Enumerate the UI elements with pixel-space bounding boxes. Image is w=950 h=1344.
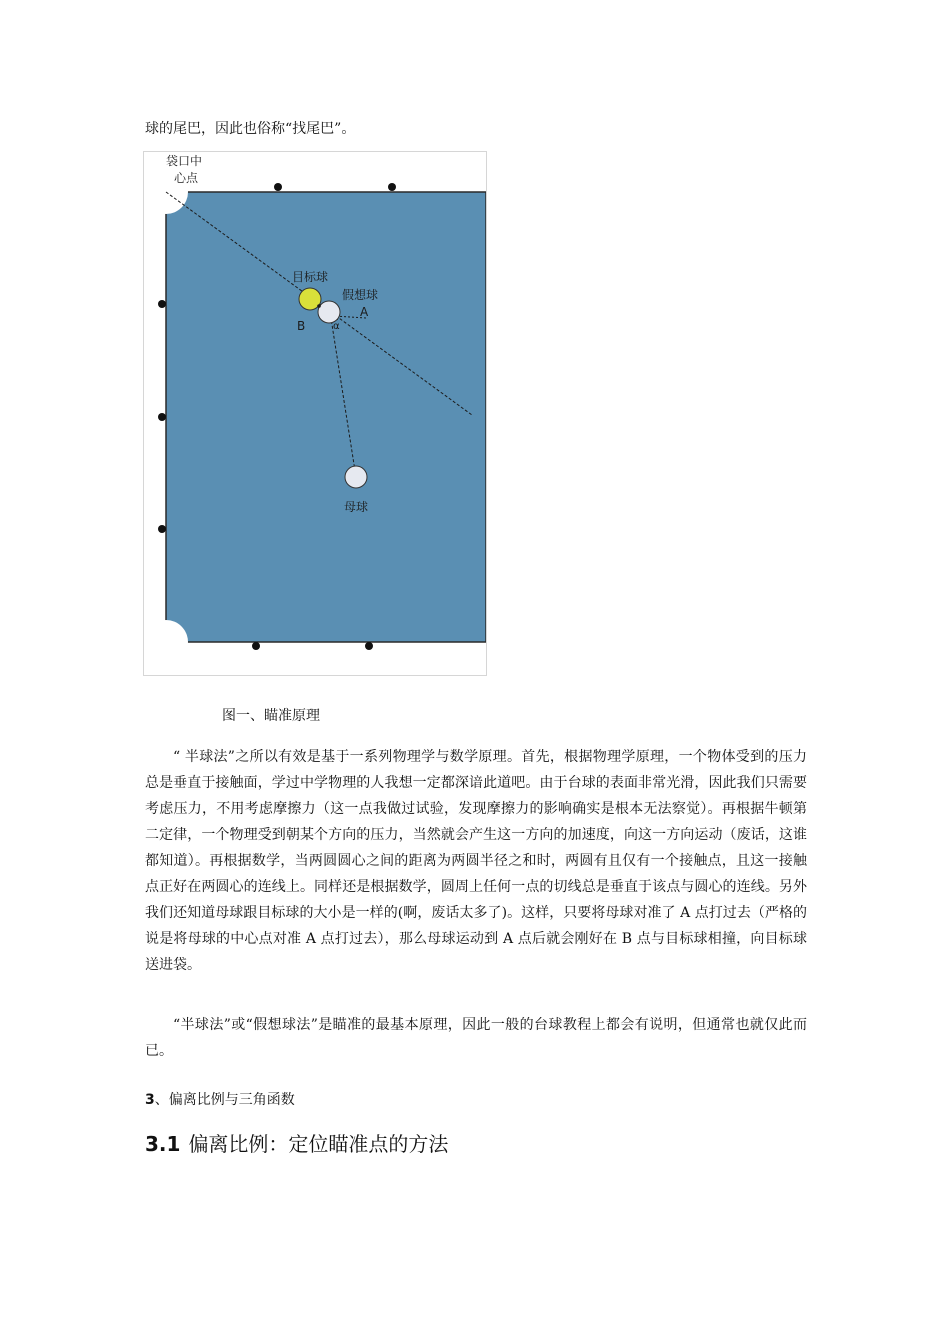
diamond-marker [158, 525, 166, 533]
subsection-number: 3.1 [145, 1132, 181, 1156]
diamond-marker [158, 413, 166, 421]
subsection-heading [145, 1128, 448, 1160]
subsection-title: 偏离比例：定位瞄准点的方法 [188, 1132, 449, 1156]
section-number: 3 [145, 1092, 155, 1108]
aiming-diagram [143, 151, 487, 676]
ghost-ball-label: 假想球 [342, 288, 379, 302]
contact-point-b [317, 304, 321, 308]
aiming-diagram-svg [144, 152, 486, 675]
diamond-marker [274, 183, 282, 191]
target-ball-label: 目标球 [292, 270, 329, 284]
pocket-center-label-line2: 心点 [174, 171, 199, 185]
pool-table [166, 192, 486, 642]
paragraph-2: “半球法”或“假想球法”是瞄准的最基本原理，因此一般的台球教程上都会有说明，但通常也就仅此而已。 [145, 1017, 807, 1059]
cue-ball-label: 母球 [344, 500, 369, 514]
point-b-label: B [297, 319, 306, 333]
point-a-label: A [360, 305, 369, 319]
paragraph-1: “ 半球法”之所以有效是基于一系列物理学与数学原理。首先，根据物理学原理，一个物体受到的压力总是垂直于接触面，学过中学物理的人我想一定都深谙此道吧。由于台球的表面非常光滑，因此我们只需要考虑压力，不用考虑摩擦力（这一点我做过试验，发现摩擦力的影响确实是根本无法察觉）。再根据牛顿第二定律，一个物理受到朝某个方向的压力，当然就会产生这一方向的加速度，向这一方向运动（废话，这谁都知道）。再根据数学，当两圆圆心之间的距离为两圆半径之和时，两圆有且仅有一个接触点，且这一接触点正好在两圆心的连线上。同样还是根据数学，圆周上任何一点的切线总是垂直于该点与圆心的连线。另外我们还知道母球跟目标球的大小是一样的(啊，废话太多了)。这样，只要将母球对准了 A 点打过去（严格的说是将母球的中心点对准 A 点打过去），那么母球运动到 A 点后就会刚好在 B 点与目标球相撞，向目标球送进袋。 [145, 749, 807, 973]
diamond-marker [158, 300, 166, 308]
section-title: 、偏离比例与三角函数 [154, 1092, 295, 1108]
diamond-marker [252, 642, 260, 650]
diamond-marker [388, 183, 396, 191]
cue-ball [345, 466, 367, 488]
intro-line: 球的尾巴，因此也俗称“找尾巴”。 [145, 121, 356, 137]
angle-label: α [333, 321, 340, 332]
ghost-ball [318, 301, 340, 323]
pocket-center-label-line1: 袋口中 [166, 154, 203, 168]
figure-caption: 图一、瞄准原理 [222, 708, 320, 724]
diamond-marker [365, 642, 373, 650]
corner-pocket-bottom [144, 620, 188, 664]
section-heading [145, 1088, 295, 1112]
